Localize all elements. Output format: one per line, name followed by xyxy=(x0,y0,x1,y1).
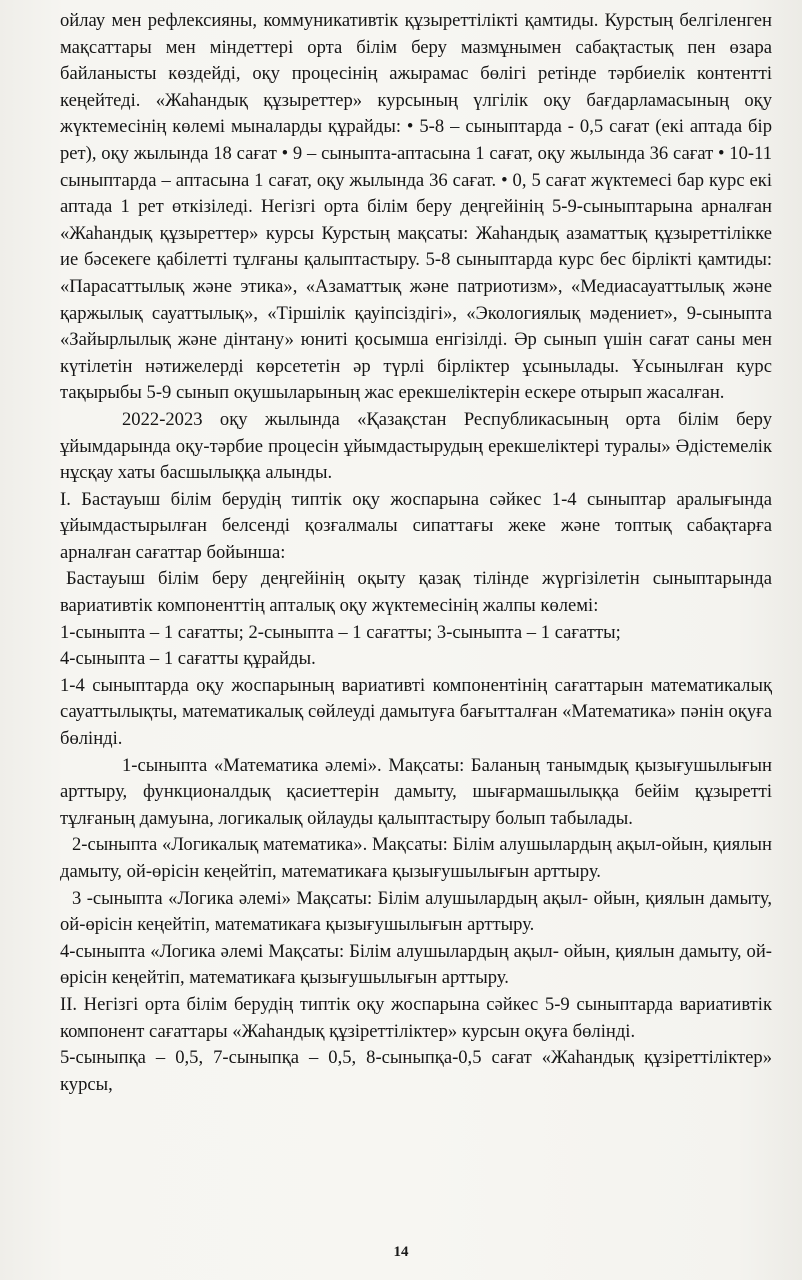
paragraph-5: 1-сыныпта – 1 сағатты; 2-сыныпта – 1 сағатты; 3-сыныпта – 1 сағатты; xyxy=(60,621,621,643)
paragraph-11: 4-сыныпта «Логика әлемі Мақсаты: Білім алушылардың ақыл- ойын, қиялын дамыту, ой-өрісін кеңейтіп, математикаға қызығушылығын арттыру. xyxy=(60,940,772,989)
paragraph-4: Бастауыш білім беру деңгейінің оқыту қазақ тілінде жүргізілетін сыныптарында вариативтік компоненттің апталық оқу жүктемесінің жалпы көлемі: xyxy=(60,568,772,617)
paragraph-7: 1-4 сыныптарда оқу жоспарының вариативті компонентінің сағаттарын математикалық сауаттылықты, математикалық сөйлеуді дамытуға бағытталған «Математика» пәнін оқуға бөлінді. xyxy=(60,674,772,750)
paragraph-6: 4-сыныпта – 1 сағатты құрайды. xyxy=(60,648,316,670)
paragraph-12: II. Негізгі орта білім берудің типтік оқу жоспарына сәйкес 5-9 сыныптарда вариативтік компонент сағаттары «Жаһандық құзіреттіліктер» курсын оқуға бөлінді. xyxy=(60,993,772,1042)
paragraph-2: 2022-2023 оқу жылында «Қазақстан Республикасының орта білім беру ұйымдарында оқу-тәрбие процесін ұйымдастырудың ерекшеліктері туралы» Әдістемелік нұсқау хаты басшылыққа алынды. xyxy=(60,408,772,484)
paragraph-3: I. Бастауыш білім берудің типтік оқу жоспарына сәйкес 1-4 сыныптар аралығында ұйымдастырылған белсенді қозғалмалы сипаттағы жеке және топтық сабақтарға арналған сағаттар бойынша: xyxy=(60,488,772,563)
paragraph-1: ойлау мен рефлексияны, коммуникативтік құзыреттілікті қамтиды. Курстың белгіленген мақсаттары мен міндеттері орта білім беру мазмұнымен сабақтастық пен өзара байланысты көздейді, оқу процесінің ажырамас бөлігі ретінде тәрбиелік контентті кеңейтеді. «Жаһандық құзыреттер» курсының үлгілік оқу бағдарламасының оқу жүктемесінің көлемі мыналарды құрайды: • 5-8 – сыныптарда - 0,5 сағат (екі аптада бір рет), оқу жылында 18 сағат • 9 – сыныпта-аптасына 1 сағат, оқу жылында 36 сағат • 10-11 сыныптарда – аптасына 1 сағат, оқу жылында 36 сағат. • 0, 5 сағат жүктемесі бар курс екі аптада 1 рет өткізіледі. Негізгі орта білім беру деңгейінің 5-9-сыныптарына арналған «Жаһандық құзыреттер» курсы Курстың мақсаты: Жаһандық азаматтық құзыреттілікке ие бәсекеге қабілетті тұлғаны қалыптастыру. 5-8 сыныптарда курс бес бірлікті қамтиды: «Парасаттылық және этика», «Азаматтық және патриотизм», «Медиасауаттылық және қаржылық сауаттылық», «Тіршілік қауіпсіздігі», «Экологиялық мәдениет», 9-сыныпта «Зайырлылық және дінтану» юниті қосымша енгізілді. Әр сынып үшін сағат саны мен күтілетін нәтижелерді көрсететін әр түрлі бірліктер ұсынылады. Ұсынылған курс тақырыбы 5-9 сынып оқушыларының жас ерекшеліктерін ескере отырып жасалған. xyxy=(60,10,772,404)
paragraph-8: 1-сыныпта «Математика әлемі». Мақсаты: Баланың танымдық қызығушылығын арттыру, функционалдық қасиеттерін дамыту, шығармашылыққа бейім құзыретті тұлғаның дамуына, логикалық ойлауды қалыптастыру болып табылады. xyxy=(60,754,772,829)
paragraph-10: 3 -сыныпта «Логика әлемі» Мақсаты: Білім алушылардың ақыл- ойын, қиялын дамыту, ой-өрісін кеңейтіп, математикаға қызығушылығын арттыру. xyxy=(60,887,772,936)
paragraph-9: 2-сыныпта «Логикалық математика». Мақсаты: Білім алушылардың ақыл-ойын, қиялын дамыту, ой-өрісін кеңейтіп, математикаға қызығушылығын арттыру. xyxy=(60,834,772,882)
paragraph-13: 5-сыныпқа – 0,5, 7-сыныпқа – 0,5, 8-сыныпқа-0,5 сағат «Жаһандық құзіреттіліктер» курсы, xyxy=(60,1047,772,1095)
document-body xyxy=(60,8,772,1098)
page-number: 14 xyxy=(393,1244,409,1260)
